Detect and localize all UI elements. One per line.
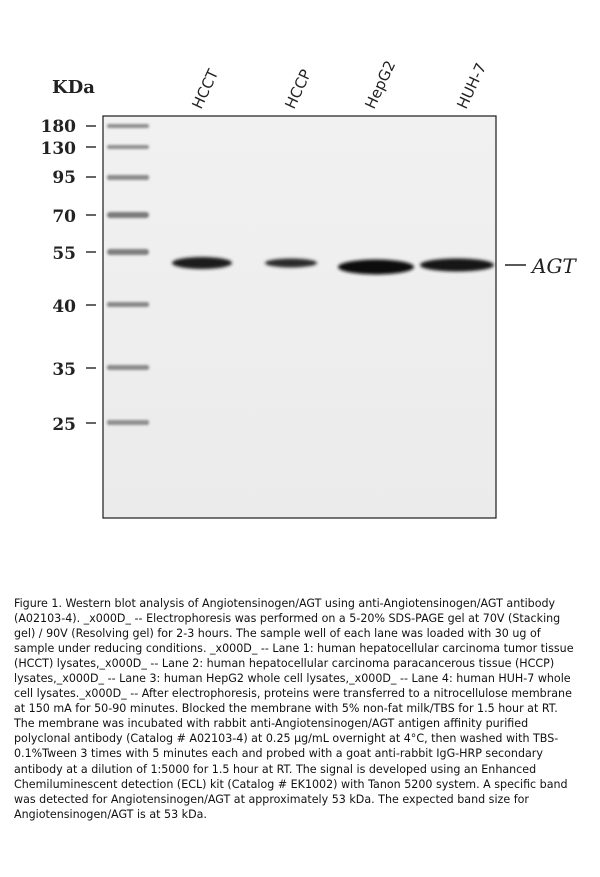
- band-lane-huh7: [420, 259, 494, 272]
- ladder-band-180: [107, 124, 149, 128]
- marker-label-70: 70: [52, 207, 76, 227]
- marker-label-55: 55: [52, 244, 76, 264]
- ladder-band-70: [107, 212, 149, 218]
- kda-label: KDa: [52, 77, 95, 98]
- marker-label-180: 180: [40, 117, 76, 137]
- ladder-band-40: [107, 302, 149, 307]
- marker-label-130: 130: [40, 139, 76, 159]
- marker-label-35: 35: [52, 360, 76, 380]
- ladder-band-130: [107, 145, 149, 149]
- ladder-band-95: [107, 175, 149, 180]
- marker-label-95: 95: [52, 168, 76, 188]
- marker-label-40: 40: [52, 297, 76, 317]
- ladder-band-55: [107, 249, 149, 255]
- band-lane-hccp: [265, 259, 317, 268]
- band-lane-hcct: [172, 257, 232, 269]
- target-label-agt: AGT: [532, 254, 576, 278]
- band-lane-hepg2: [338, 260, 414, 275]
- marker-label-25: 25: [52, 415, 76, 435]
- lane-label-hepg2: HepG2: [361, 57, 400, 112]
- lane-label-huh7: HUH-7: [453, 60, 491, 112]
- marker-scale: [41, 117, 97, 435]
- figure-caption: Figure 1. Western blot analysis of Angiotensinogen/AGT using anti-Angiotensinogen/AGT antibody (A02103-4). _x000D_ -- Electrophoresis was performed on a 5-20% SDS-PAGE gel at 70V (Stacking gel) / 90V (Resolving gel) for 2-3 hours. The sample well of each lane was loaded with 30 ug of sample under reducing conditions. _x000D_ -- Lane 1: human hepatocellular carcinoma tumor tissue (HCCT) lysates,_x000D_ -- Lane 2: human hepatocellular carcinoma paracancerous tissue (HCCP) lysates,_x000D_ -- Lane 3: human HepG2 whole cell lysates,_x000D_ -- Lane 4: human HUH-7 whole cell lysates._x000D_ -- After electrophoresis, proteins were transferred to a nitrocellulose membrane at 150 mA for 50-90 minutes. Blocked the membrane with 5% non-fat milk/TBS for 1.5 hour at RT. The membrane was incubated with rabbit anti-Angiotensinogen/AGT antigen affinity purified polyclonal antibody (Catalog # A02103-4) at 0.25 µg/mL overnight at 4°C, then washed with TBS-0.1%Tween 3 times with 5 minutes each and probed with a goat anti-rabbit IgG-HRP secondary antibody at a dilution of 1:5000 for 1.5 hour at RT. The signal is developed using an Enhanced Chemiluminescent detection (ECL) kit (Catalog # EK1002) with Tanon 5200 system. A specific band was detected for Angiotensinogen/AGT at approximately 53 kDa. The expected band size for Angiotensinogen/AGT is at 53 kDa.: [14, 597, 574, 821]
- ladder-band-25: [107, 420, 149, 425]
- lane-label-hccp: HCCP: [281, 66, 316, 112]
- ladder-band-35: [107, 365, 149, 370]
- blot-membrane: [103, 116, 496, 518]
- lane-label-hcct: HCCT: [188, 66, 223, 112]
